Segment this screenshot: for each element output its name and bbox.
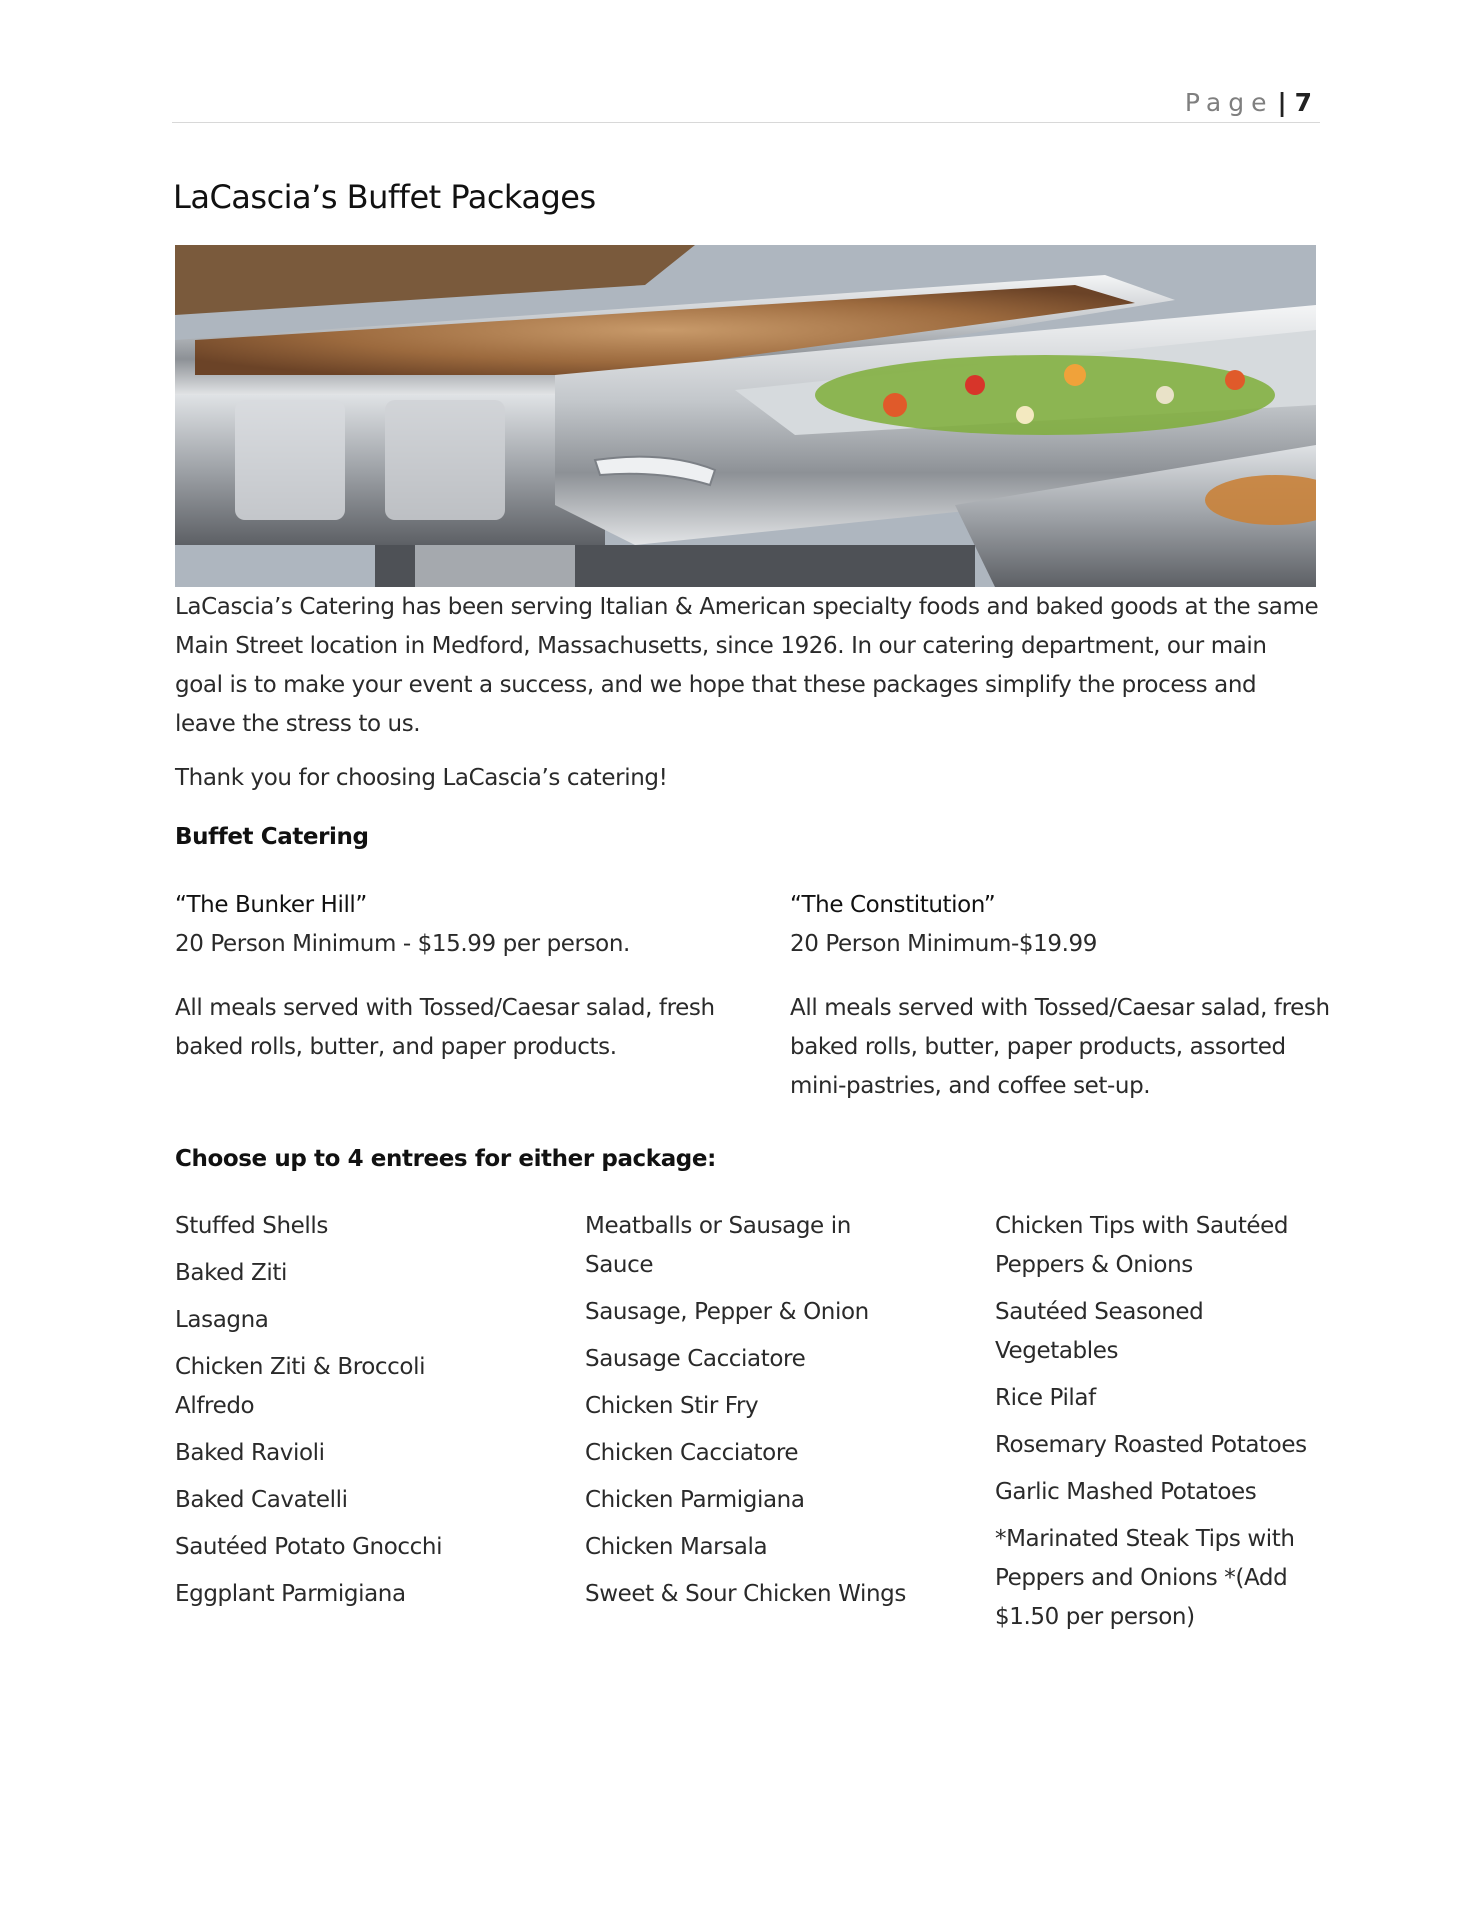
page-number-label: [1185, 88, 1312, 117]
entree-column-1: [175, 1207, 505, 1622]
entree-item: Meatballs or Sausage in Sauce: [585, 1213, 851, 1278]
entree-item: Sausage, Pepper & Onion: [585, 1299, 869, 1325]
buffet-catering-heading: Buffet Catering: [175, 824, 369, 850]
entrees-heading: Choose up to 4 entrees for either package:: [175, 1146, 716, 1172]
package-price: 20 Person Minimum-$19.99: [790, 931, 1097, 957]
entree-item: Chicken Stir Fry: [585, 1393, 759, 1419]
entree-item: Chicken Tips with Sautéed Peppers & Onions: [995, 1213, 1289, 1278]
entree-item: Baked Cavatelli: [175, 1487, 348, 1513]
entree-column-2: [585, 1207, 915, 1622]
entree-column-3: [995, 1207, 1315, 1645]
page-number: 7: [1294, 88, 1312, 117]
package-description: All meals served with Tossed/Caesar salad, fresh baked rolls, butter, and paper products.: [175, 995, 715, 1060]
entree-item: Chicken Marsala: [585, 1534, 768, 1560]
entree-item: *Marinated Steak Tips with Peppers and Onions *(Add $1.50 per person): [995, 1526, 1295, 1630]
buffet-trays-illustration: [175, 245, 1316, 587]
entree-item: Sautéed Potato Gnocchi: [175, 1534, 443, 1560]
entree-item: Eggplant Parmigiana: [175, 1581, 406, 1607]
page-title: LaCascia’s Buffet Packages: [173, 178, 596, 216]
intro-paragraph: LaCascia’s Catering has been serving Italian & American specialty foods and baked goods at the same Main Street location in Medford, Massachusetts, since 1926. In our catering department, our main goal is to make your event a success, and we hope that these packages simplify the process and leave the stress to us.: [175, 594, 1319, 737]
package-name: “The Constitution”: [790, 892, 996, 918]
package-name: “The Bunker Hill”: [175, 892, 367, 918]
entree-item: Stuffed Shells: [175, 1213, 328, 1239]
entree-item: Chicken Cacciatore: [585, 1440, 799, 1466]
entree-item: Garlic Mashed Potatoes: [995, 1479, 1257, 1505]
package-price: 20 Person Minimum - $15.99 per person.: [175, 931, 630, 957]
entree-item: Chicken Ziti & Broccoli Alfredo: [175, 1354, 426, 1419]
entree-item: Rosemary Roasted Potatoes: [995, 1432, 1307, 1458]
entree-item: Sausage Cacciatore: [585, 1346, 806, 1372]
entree-item: Rice Pilaf: [995, 1385, 1096, 1411]
buffet-trays-photo: [175, 245, 1316, 587]
package-description: All meals served with Tossed/Caesar salad, fresh baked rolls, butter, paper products, assorted mini-pastries, and coffee set-up.: [790, 995, 1330, 1099]
entree-item: Chicken Parmigiana: [585, 1487, 805, 1513]
entree-item: Lasagna: [175, 1307, 269, 1333]
thanks-paragraph: Thank you for choosing LaCascia’s catering!: [175, 765, 668, 791]
package-bunker-hill: [175, 886, 715, 1067]
entree-item: Sweet & Sour Chicken Wings: [585, 1581, 906, 1607]
entree-item: Sautéed Seasoned Vegetables: [995, 1299, 1204, 1364]
entree-item: Baked Ziti: [175, 1260, 287, 1286]
page-word: Page: [1184, 88, 1274, 117]
page-separator: |: [1277, 88, 1287, 117]
entree-item: Baked Ravioli: [175, 1440, 325, 1466]
page-header: [172, 84, 1320, 123]
package-constitution: [790, 886, 1330, 1106]
